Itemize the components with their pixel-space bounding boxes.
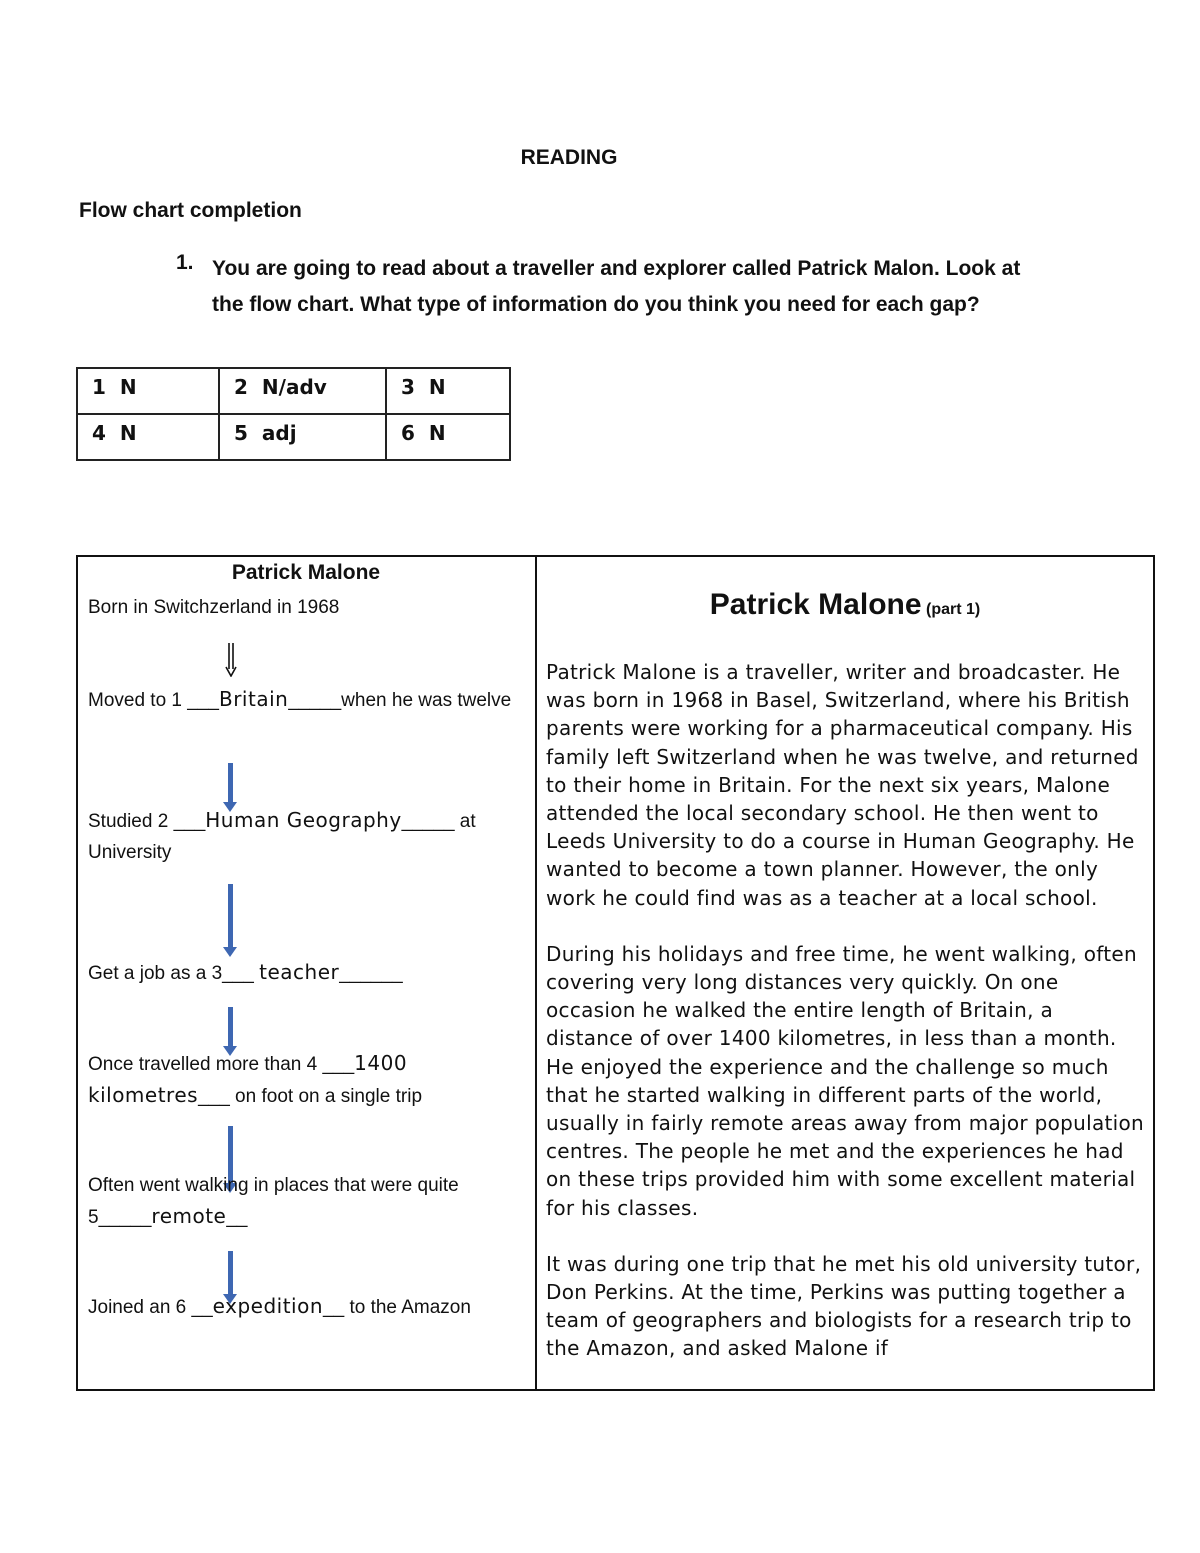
- page-heading: READING: [520, 146, 618, 169]
- table-row: [77, 368, 510, 414]
- question-number: 1.: [176, 251, 194, 274]
- article-paragraph: Patrick Malone is a traveller, writer and broadcaster. He was born in 1968 in Basel, Switzerland, where his British parents were working for a pharmaceutical company. His family left Switzerland when he was twelve, and returned to their home in Britain. For the next six years, Malone attended the local secondary school. He then went to Leeds University to do a course in Human Geography. He wanted to become a town planner. However, the only work he could find was as a teacher at a local school.: [546, 660, 1139, 910]
- table-cell: 6 N: [386, 414, 510, 460]
- word-type-table: [76, 367, 511, 461]
- answer-3: teacher: [259, 960, 340, 984]
- article-title: Patrick Malone (part 1): [709, 588, 981, 621]
- table-cell: 1 N: [77, 368, 219, 414]
- article-body: [546, 658, 1146, 1391]
- flow-step-5: Often went walking in places that were quite 5_____remote__: [88, 1175, 459, 1228]
- flow-step-2: Studied 2 ___Human Geography_____ at University: [88, 808, 476, 863]
- article-paragraph: During his holidays and free time, he went walking, often covering very long distances very quickly. On one occasion he walked the entire length of Britain, a distance of over 1400 kilometres, in less than a month. He enjoyed the experience and the challenge so much that he started walking in different parts of the world, usually in fairly remote areas away from major population centres. The people he met and the experiences he had on these trips provided him with some excellent material for his classes.: [546, 941, 1145, 1220]
- answer-2: Human Geography: [205, 808, 402, 832]
- table-cell: 3 N: [386, 368, 510, 414]
- question-text: You are going to read about a traveller and explorer called Patrick Malon. Look at the flow chart. What type of information do you think you need for each gap?: [212, 257, 1021, 316]
- down-arrow-icon: [228, 884, 233, 948]
- flow-step-6: Joined an 6 __expedition__ to the Amazon: [88, 1294, 471, 1318]
- answer-1: Britain: [218, 687, 289, 711]
- flow-step-3: Get a job as a 3___ teacher______: [88, 960, 403, 984]
- column-divider: [535, 555, 537, 1391]
- answer-5: remote: [151, 1204, 227, 1228]
- down-arrow-icon: [228, 763, 233, 803]
- flow-step-1: Moved to 1 ___Britain_____when he was twelve: [88, 687, 512, 711]
- answer-4: 1400 kilometres: [88, 1051, 408, 1107]
- table-cell: 4 N: [77, 414, 219, 460]
- table-cell: 2 N/adv: [219, 368, 386, 414]
- answer-6: expedition: [212, 1294, 324, 1318]
- down-arrow-icon: [228, 1251, 233, 1295]
- article-part-label: (part 1): [925, 601, 981, 618]
- table-cell: 5 adj: [219, 414, 386, 460]
- down-arrow-icon: [225, 643, 237, 677]
- article-paragraph: It was during one trip that he met his old university tutor, Don Perkins. At the time, Perkins was putting together a team of geographers and biologists for a research trip to the Amazon, and asked Malone if: [546, 1251, 1142, 1361]
- table-row: [77, 414, 510, 460]
- down-arrow-icon: [228, 1007, 233, 1047]
- flow-chart-title: Patrick Malone: [231, 561, 381, 584]
- flow-born: Born in Switchzerland in 1968: [88, 597, 340, 618]
- flow-step-4: Once travelled more than 4 ___1400 kilometres___ on foot on a single trip: [88, 1051, 423, 1107]
- section-heading: Flow chart completion: [79, 199, 302, 222]
